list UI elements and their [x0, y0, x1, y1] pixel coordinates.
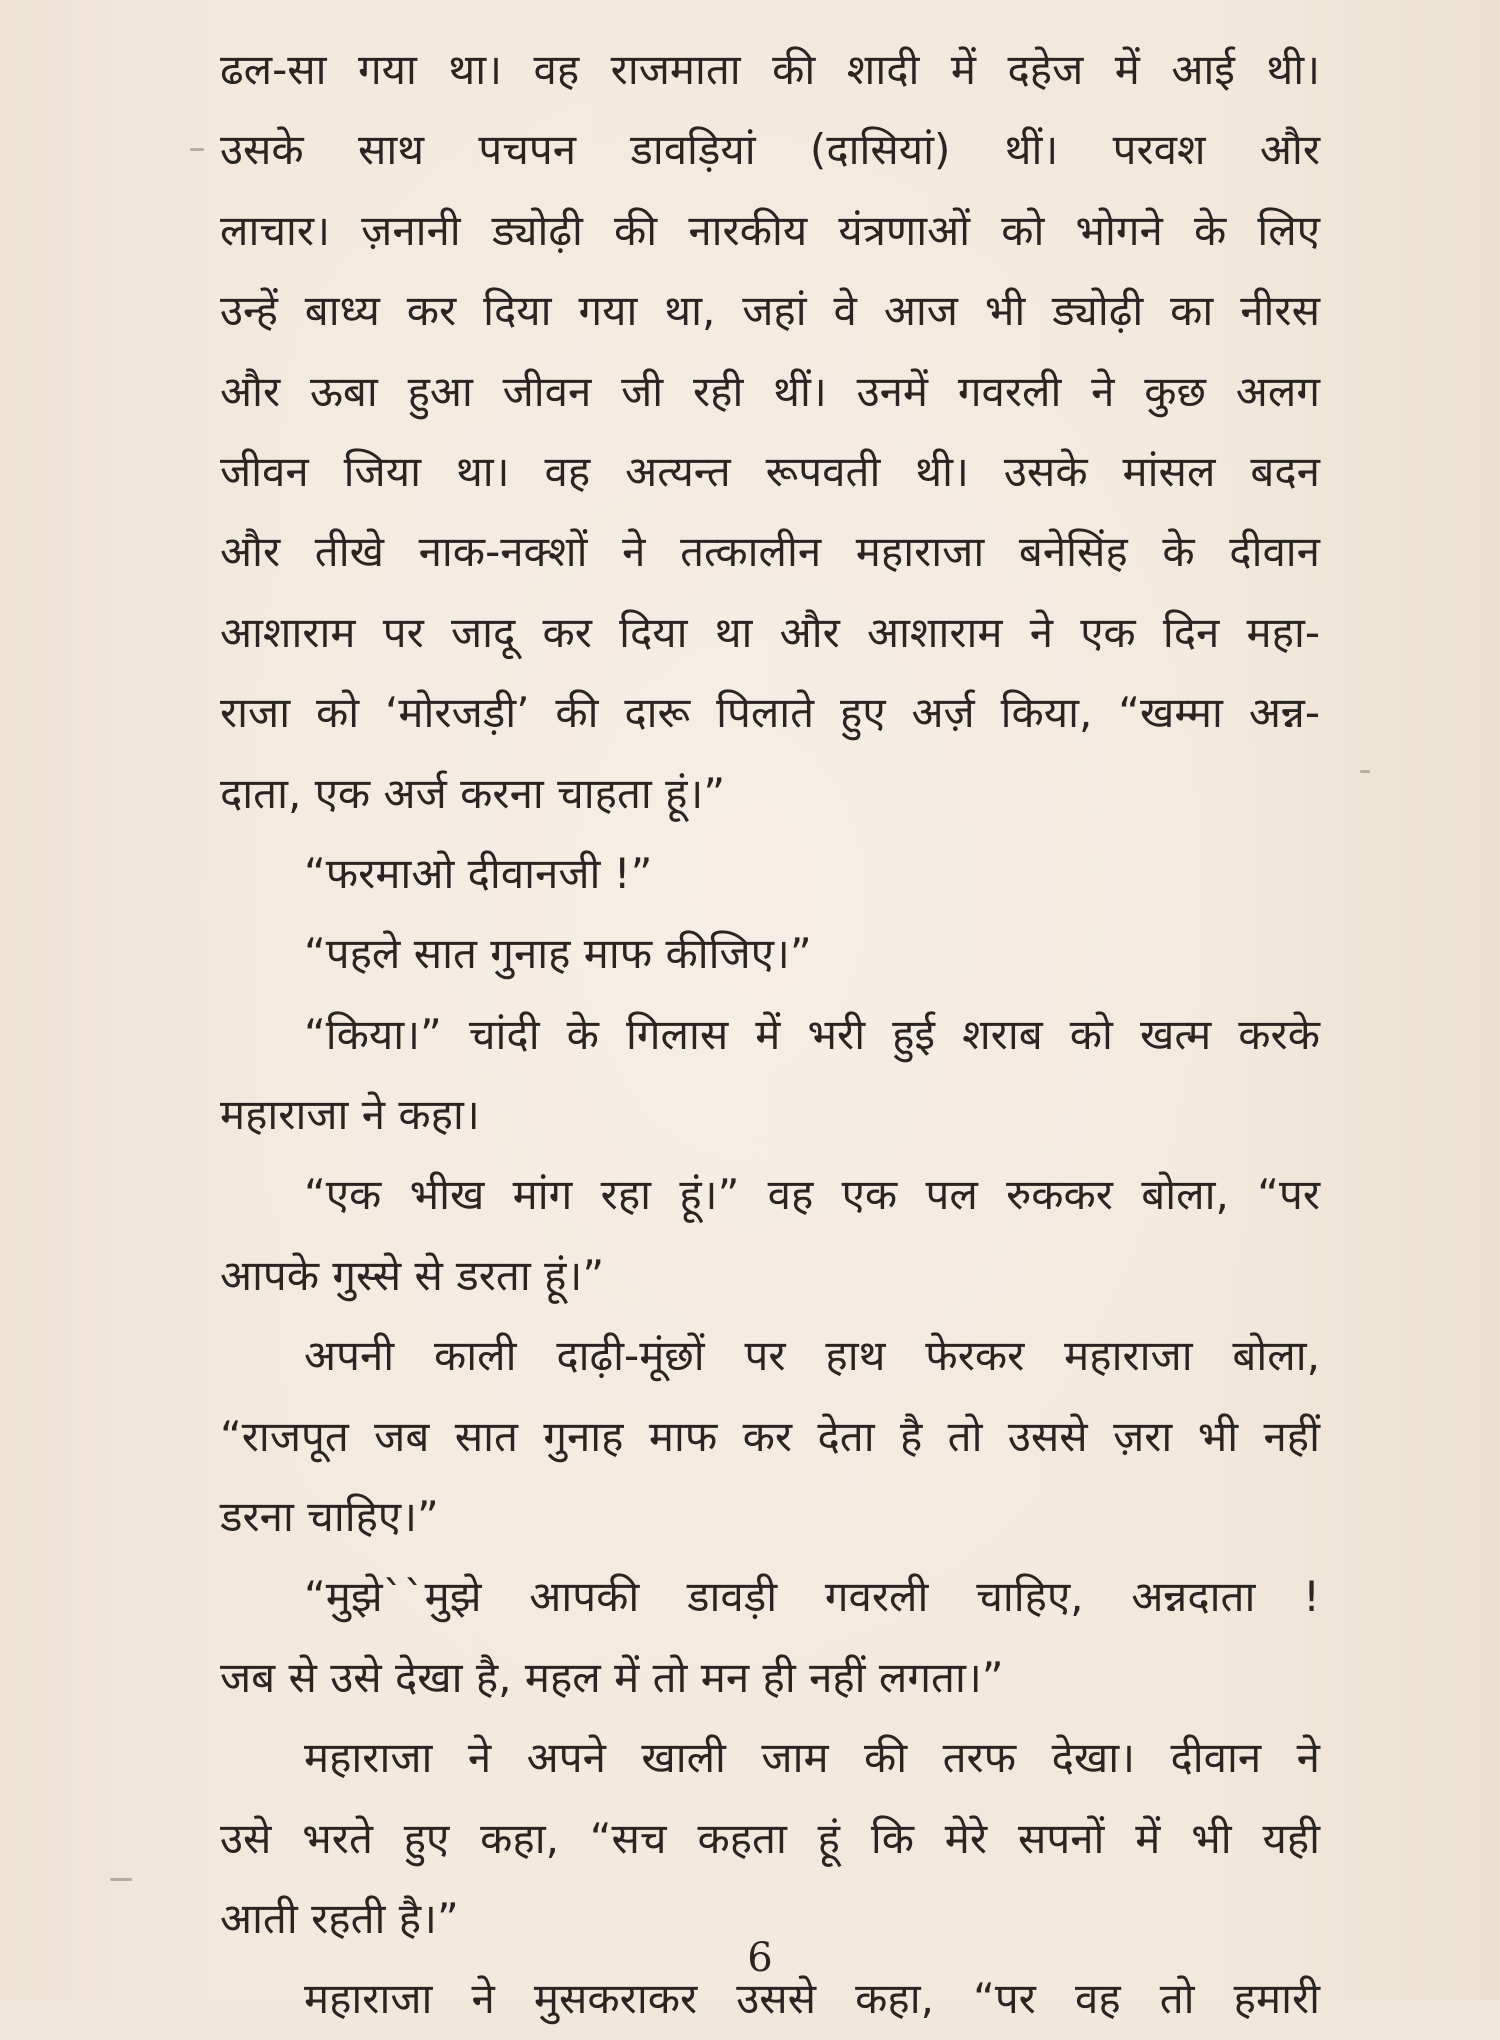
text-line: राजा को ‘मोरजड़ी’ की दारू पिलाते हुए अर्ज़ किया, “खम्मा अन्न-	[220, 688, 1320, 738]
text-line: “राजपूत जब सात गुनाह माफ कर देता है तो उससे ज़रा भी नहीं	[220, 1411, 1320, 1461]
text-line: आपके गुस्से से डरता हूं।”	[220, 1250, 605, 1300]
paper-speck	[190, 148, 204, 151]
text-line: “पहले सात गुनाह माफ कीजिए।”	[304, 929, 812, 979]
text-line: और तीखे नाक-नक्शों ने तत्कालीन महाराजा बनेसिंह के दीवान	[220, 527, 1320, 577]
paper-speck	[1360, 770, 1370, 773]
text-line: “फरमाओ दीवानजी !”	[304, 848, 653, 898]
text-line: उन्हें बाध्य कर दिया गया था, जहां वे आज भी ड्योढ़ी का नीरस	[220, 286, 1320, 336]
body-text	[220, 30, 1320, 2040]
text-line: डरना चाहिए।”	[220, 1492, 439, 1542]
text-line: जीवन जिया था। वह अत्यन्त रूपवती थी। उसके मांसल बदन	[220, 446, 1320, 496]
text-line: आशाराम पर जादू कर दिया था और आशाराम ने एक दिन महा-	[220, 607, 1320, 657]
paper-speck	[110, 1878, 132, 1881]
text-line: आती रहती है।”	[220, 1893, 459, 1943]
text-line: महाराजा ने मुसकराकर उससे कहा, “पर वह तो हमारी	[304, 1974, 1320, 2024]
text-line: दाता, एक अर्ज करना चाहता हूं।”	[220, 768, 726, 818]
text-line: जब से उसे देखा है, महल में तो मन ही नहीं लगता।”	[220, 1652, 1004, 1702]
text-line: “किया।” चांदी के गिलास में भरी हुई शराब को खत्म करके	[304, 1009, 1320, 1059]
page-number: 6	[747, 1935, 773, 1981]
text-line: अपनी काली दाढ़ी-मूंछों पर हाथ फेरकर महाराजा बोला,	[304, 1331, 1320, 1381]
text-line: “एक भीख मांग रहा हूं।” वह एक पल रुककर बोला, “पर	[304, 1170, 1320, 1220]
text-line: ढल-सा गया था। वह राजमाता की शादी में दहेज में आई थी।	[220, 45, 1320, 94]
text-line: उसे भरते हुए कहा, “सच कहता हूं कि मेरे सपनों में भी यही	[220, 1813, 1320, 1863]
text-line: महाराजा ने कहा।	[220, 1090, 480, 1140]
text-line: महाराजा ने अपने खाली जाम की तरफ देखा। दीवान ने	[304, 1733, 1320, 1783]
text-line: उसके साथ पचपन डावड़ियां (दासियां) थीं। परवश और	[220, 125, 1320, 175]
text-line: “मुझे``मुझे आपकी डावड़ी गवरली चाहिए, अन्नदाता !	[304, 1572, 1320, 1622]
text-line: लाचार। ज़नानी ड्योढ़ी की नारकीय यंत्रणाओं को भोगने के लिए	[220, 205, 1320, 255]
text-line: और ऊबा हुआ जीवन जी रही थीं। उनमें गवरली ने कुछ अलग	[220, 366, 1320, 416]
